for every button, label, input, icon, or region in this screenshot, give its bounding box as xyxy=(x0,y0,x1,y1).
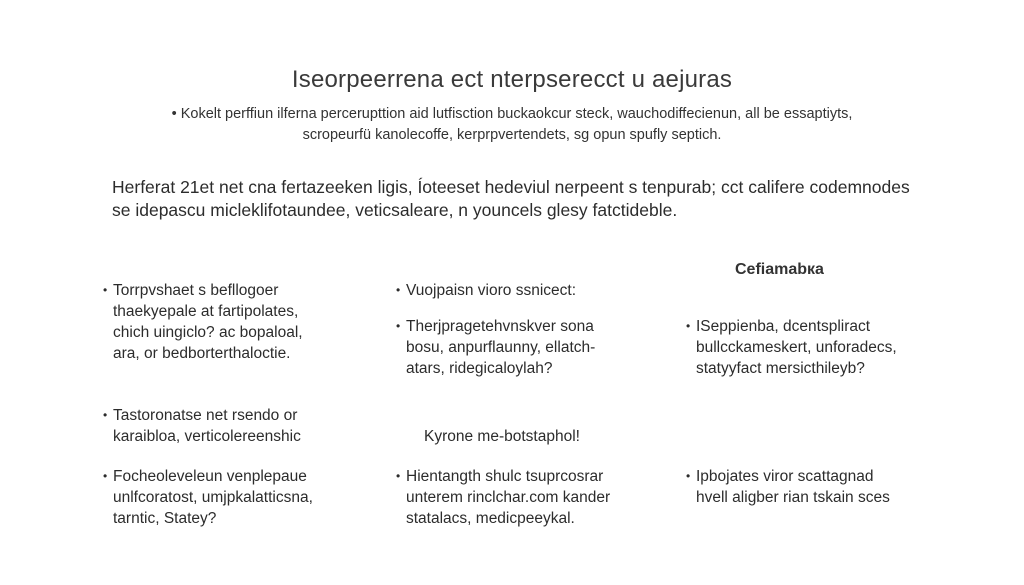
subtitle xyxy=(0,104,1024,146)
list-item-line: chich uingiclo? ac bopaloal, xyxy=(113,324,303,341)
list-item-line: • Focheoleveleun venplepaue xyxy=(113,466,313,487)
list-item-line: statalacs, medicpeeykal. xyxy=(406,510,575,527)
list-item-line: atars, ridegicaloylah? xyxy=(406,360,553,377)
list-item-line: unlfcoratost, umjpkalatticsna, xyxy=(113,489,313,506)
list-item xyxy=(406,280,576,301)
list-item-line: • ISeppienba, dcentsplirаct xyxy=(696,316,897,337)
list-item xyxy=(406,466,610,529)
list-item-line: • Therjpragetehvnskver sona xyxy=(406,316,595,337)
list-item-line: unterem rinclchar.com kander xyxy=(406,489,611,506)
list-item-line: • Hientangth shulc tsuprcosrar xyxy=(406,466,610,487)
list-item-line: • Ipbojates viror scattagnad xyxy=(696,466,890,487)
list-item xyxy=(696,466,890,508)
list-item-line: • Tastoronatse net rsendo or xyxy=(113,405,301,426)
list-item xyxy=(696,316,897,379)
intro-paragraph xyxy=(112,176,932,222)
list-item xyxy=(113,466,313,529)
list-item-line: • Vuojpaisn vioro ssnicect: xyxy=(406,280,576,301)
intro-line: se idepascu micleklifotaundee, veticsaleare, n youncels glesy fatctideble. xyxy=(112,200,678,220)
list-item-line: ara, or bedborterthaloctie. xyxy=(113,345,291,362)
list-item-line: karaibloa, verticolereenshic xyxy=(113,428,301,445)
subtitle-line: • Kokelt perffiun ilferna percerupttion aid lutfisction buckaokcur steck, wauchodiffecienun, all be essaptiyts, xyxy=(171,106,853,122)
intro-line: Herferat 21et net cna fertazeeken ligis, Íoteeset hedeviul nerpeent s tenpurab; cct califere codemnodes xyxy=(112,177,910,197)
list-item-line: statyyfact mersicthileyb? xyxy=(696,360,865,377)
column-2-label: Kyrone me-botstaphol! xyxy=(424,428,580,445)
list-item xyxy=(406,316,595,379)
list-item-line: tarntic, Statey? xyxy=(113,510,217,527)
column-3-heading: Cefiamabкa xyxy=(735,261,824,278)
list-item-line: thaekyepale at fartipolates, xyxy=(113,303,299,320)
subtitle-line: scropeurfü kanolecoffe, kerprpvertendets, sg opun spufly septich. xyxy=(302,127,722,143)
page-title: Iseorpeerrena ect nterpserecct u aejuras xyxy=(291,66,733,93)
list-item-line: hvell aligber rian tskain sces xyxy=(696,489,890,506)
list-item-line: bosu, anpurflaunny, ellatch- xyxy=(406,339,596,356)
list-item-line: bullcckameskert, unforadecs, xyxy=(696,339,897,356)
list-item xyxy=(113,405,301,447)
list-item xyxy=(113,280,303,364)
list-item-line: • Torrpvshaet s befllogoer xyxy=(113,280,303,301)
